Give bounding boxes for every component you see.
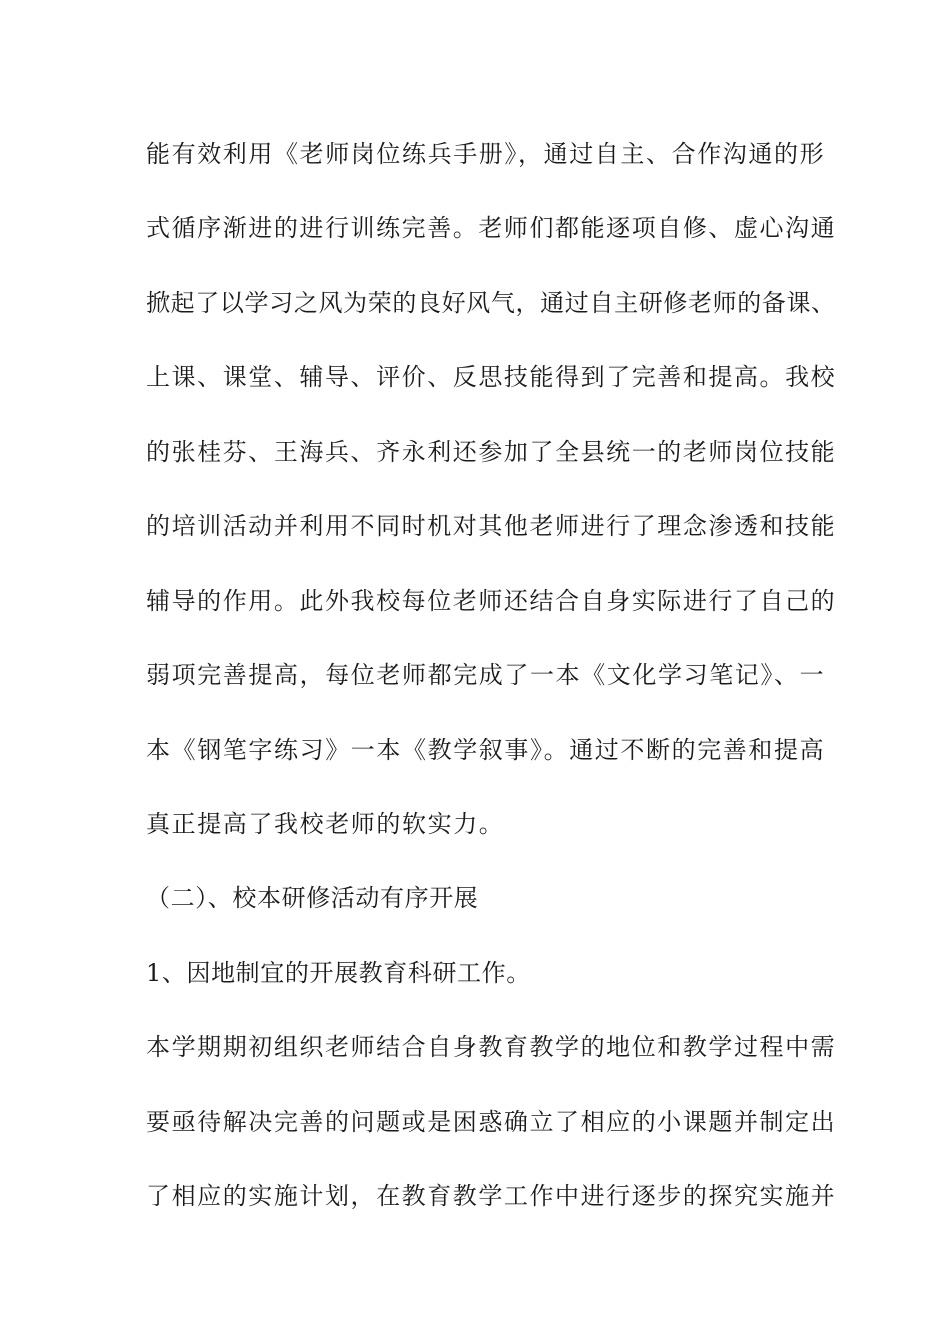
paragraph-line: 本学期期初组织老师结合自身教育教学的地位和教学过程中需 <box>146 1033 837 1061</box>
subsection-heading: 1、因地制宜的开展教育科研工作。 <box>146 959 531 987</box>
paragraph-line: 上课、课堂、辅导、评价、反思技能得到了完善和提高。我校 <box>146 363 837 391</box>
paragraph-line: 辅导的作用。此外我校每位老师还结合自身实际进行了自己的 <box>146 587 837 615</box>
paragraph-line: 真正提高了我校老师的软实力。 <box>146 810 505 838</box>
paragraph-line: 的张桂芬、王海兵、齐永利还参加了全县统一的老师岗位技能 <box>146 438 837 466</box>
paragraph-line: 了相应的实施计划，在教育教学工作中进行逐步的探究实施并 <box>146 1182 837 1210</box>
section-heading: （二）、校本研修活动有序开展 <box>146 884 479 912</box>
paragraph-line: 的培训活动并利用不同时机对其他老师进行了理念渗透和技能 <box>146 512 837 540</box>
paragraph-line: 能有效利用《老师岗位练兵手册》，通过自主、合作沟通的形 <box>146 140 826 168</box>
paragraph-line: 掀起了以学习之风为荣的良好风气，通过自主研修老师的备课、 <box>146 289 836 317</box>
paragraph-line: 式循序渐进的进行训练完善。老师们都能逐项自修、虚心沟通 <box>146 214 837 242</box>
paragraph-line: 本《钢笔字练习》一本《教学叙事》。通过不断的完善和提高 <box>146 736 826 764</box>
paragraph-line: 要亟待解决完善的问题或是困惑确立了相应的小课题并制定出 <box>146 1108 837 1136</box>
paragraph-line: 弱项完善提高，每位老师都完成了一本《文化学习笔记》、一 <box>146 661 826 689</box>
